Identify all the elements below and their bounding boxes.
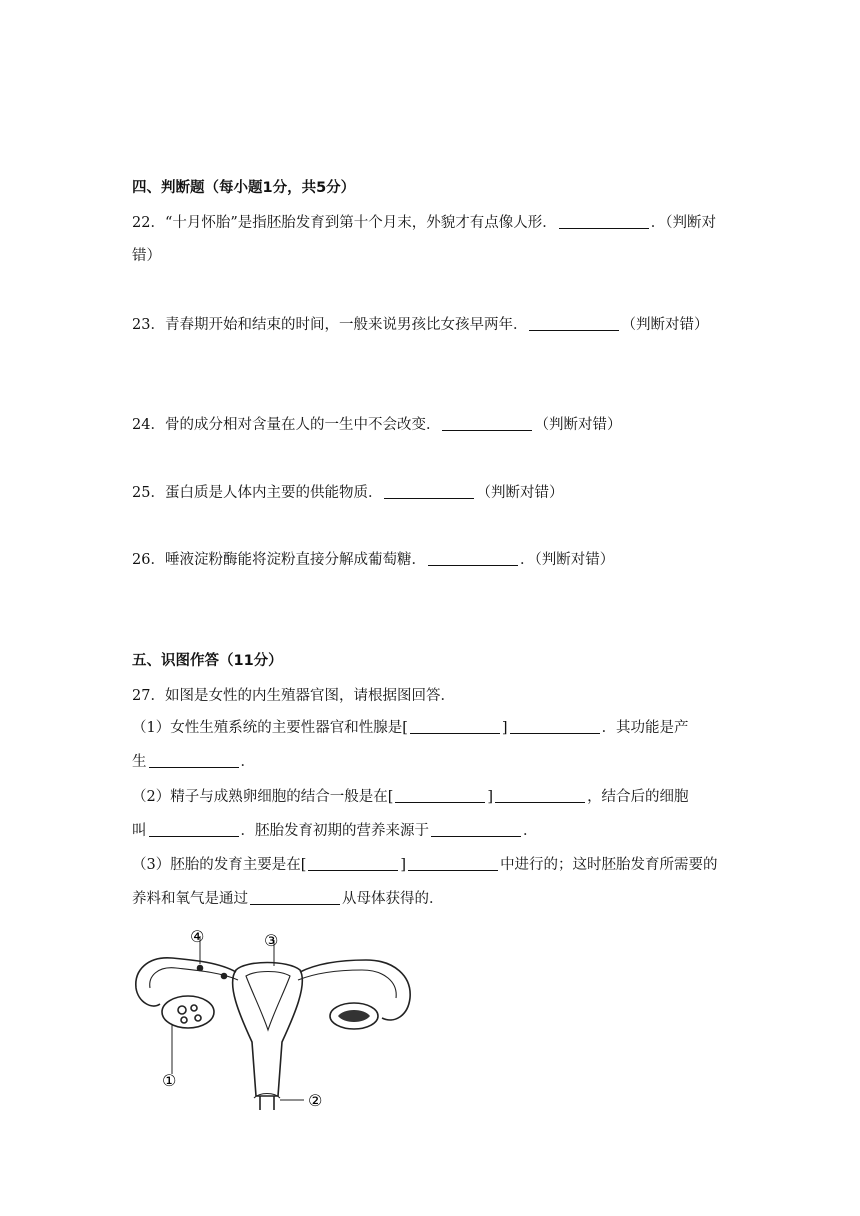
q25-blank[interactable] <box>384 484 474 499</box>
p1-text: （1）女性生殖系统的主要性器官和性腺是[ <box>132 720 408 736</box>
label-3: ③ <box>264 931 279 950</box>
p3-blank-source[interactable] <box>250 890 340 905</box>
q23-suffix: （判断对错） <box>621 317 709 333</box>
p3-text: （3）胚胎的发育主要是在[ <box>132 857 307 873</box>
left-ovary <box>162 996 214 1028</box>
q24-blank[interactable] <box>442 416 532 431</box>
p3-blank-number[interactable] <box>308 856 398 871</box>
question-22 <box>132 213 716 233</box>
left-fallopian-tube <box>136 958 236 1006</box>
q26-blank[interactable] <box>428 551 518 566</box>
q23-blank[interactable] <box>529 316 619 331</box>
q25-suffix: （判断对错） <box>476 485 564 501</box>
section-4-title: 四、判断题（每小题1分，共5分） <box>132 180 356 196</box>
p2-text-2: ，结合后的细胞 <box>587 789 689 805</box>
question-26 <box>132 550 614 570</box>
q25-text: 25．蛋白质是人体内主要的供能物质． <box>132 485 383 501</box>
q23-text: 23．青春期开始和结束的时间，一般来说男孩比女孩早两年． <box>132 317 528 333</box>
p1-text-3: 生 <box>132 754 147 770</box>
p3-text-3: 养料和氧气是通过 <box>132 891 248 907</box>
p1-blank-function[interactable] <box>149 753 239 768</box>
question-24 <box>132 415 621 435</box>
label-4: ④ <box>190 927 205 946</box>
q22-text: 22．“十月怀胎”是指胚胎发育到第十个月末，外貌才有点像人形． <box>132 215 557 231</box>
vagina-outline <box>260 1096 274 1110</box>
label-1: ① <box>162 1071 177 1090</box>
p3-bracket: ] <box>400 857 407 873</box>
q27-part2 <box>132 787 689 807</box>
question-25 <box>132 483 563 503</box>
uterine-cavity <box>246 972 290 1031</box>
q22-suffix: ．（判断对 <box>650 215 717 231</box>
label-2: ② <box>308 1091 323 1110</box>
female-reproductive-diagram <box>128 920 418 1115</box>
question-23 <box>132 315 708 335</box>
q27-part2-cont <box>132 821 538 841</box>
p2-blank-nutrition[interactable] <box>431 822 521 837</box>
p3-text-4: 从母体获得的． <box>342 891 444 907</box>
p2-text-4: ．胚胎发育初期的营养来源于 <box>240 823 429 839</box>
p3-blank-name[interactable] <box>408 856 498 871</box>
p2-bracket: ] <box>487 789 494 805</box>
p1-blank-number[interactable] <box>410 719 500 734</box>
section-5-title: 五、识图作答（11分） <box>132 653 283 669</box>
p2-text: （2）精子与成熟卵细胞的结合一般是在[ <box>132 789 394 805</box>
p2-text-3: 叫 <box>132 823 147 839</box>
q22-blank[interactable] <box>559 214 649 229</box>
q27-part3 <box>132 855 718 875</box>
q27-part1 <box>132 718 689 738</box>
q26-text: 26．唾液淀粉酶能将淀粉直接分解成葡萄糖． <box>132 552 426 568</box>
q22-continuation: 错） <box>132 248 161 264</box>
p1-blank-name[interactable] <box>510 719 600 734</box>
p2-period: ． <box>523 823 538 839</box>
p2-blank-number[interactable] <box>395 788 485 803</box>
question-27: 27．如图是女性的内生殖器官图，请根据图回答． <box>132 688 455 704</box>
p2-blank-name[interactable] <box>495 788 585 803</box>
q26-suffix: ．（判断对错） <box>519 552 615 568</box>
p3-text-2: 中进行的；这时胚胎发育所需要的 <box>500 857 718 873</box>
p2-blank-cell[interactable] <box>149 822 239 837</box>
q27-part1-cont <box>132 752 255 772</box>
p1-text-2: ．其功能是产 <box>601 720 689 736</box>
q24-suffix: （判断对错） <box>534 417 622 433</box>
q24-text: 24．骨的成分相对含量在人的一生中不会改变． <box>132 417 441 433</box>
q27-part3-cont <box>132 889 444 909</box>
p1-bracket: ] <box>501 720 508 736</box>
p1-period: ． <box>240 754 255 770</box>
